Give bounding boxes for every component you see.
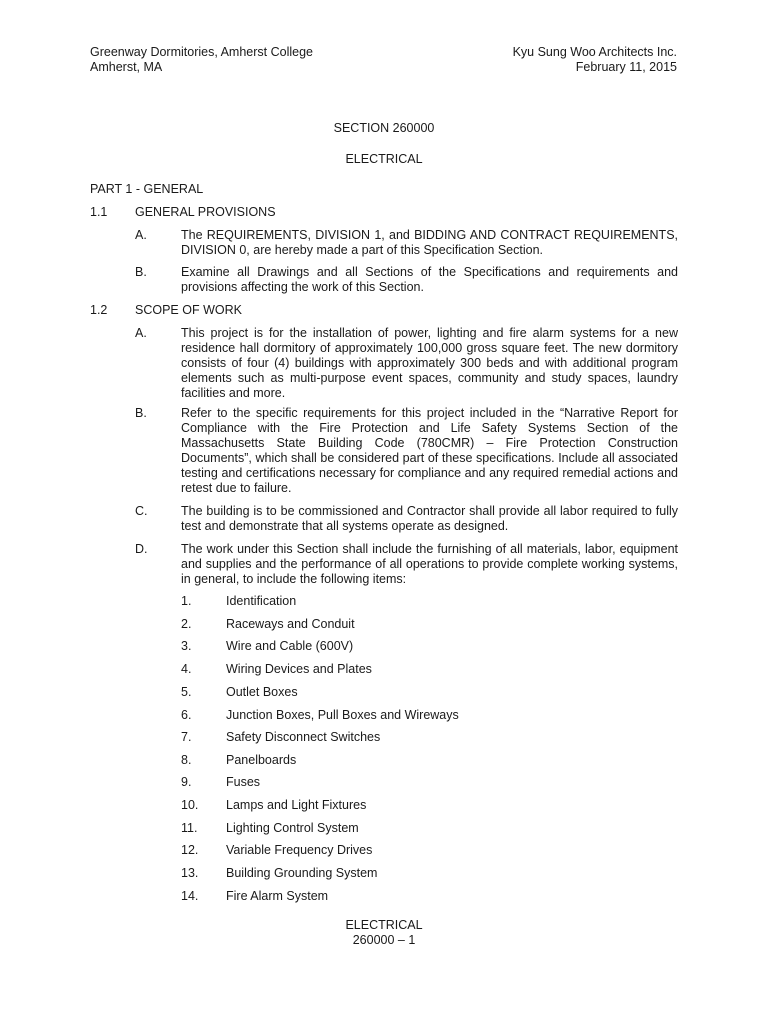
- project-name: Greenway Dormitories, Amherst College: [90, 45, 313, 59]
- paragraph-label: D.: [135, 542, 148, 556]
- list-item: Wire and Cable (600V): [226, 639, 354, 653]
- list-item-number: 6.: [181, 708, 192, 722]
- list-item-number: 10.: [181, 798, 199, 812]
- list-item: Panelboards: [226, 753, 297, 767]
- list-item: Wiring Devices and Plates: [226, 662, 372, 676]
- paragraph-text: The building is to be commissioned and Contractor shall provide all labor required to fully test and demonstrate that all systems operate as designed.: [181, 504, 678, 533]
- article-number: 1.1: [90, 205, 108, 219]
- paragraph-text: This project is for the installation of power, lighting and fire alarm systems for a new residence hall dormitory of approximately 100,000 gross square feet. The new dormitory consists of four (4) buildings with approximately 300 beds and with additional program elements such as multi-purpose event spaces, community and study spaces, laundry facilities and more.: [181, 326, 678, 400]
- list-item: Lighting Control System: [226, 821, 359, 835]
- list-item-number: 7.: [181, 730, 192, 744]
- list-item-number: 8.: [181, 753, 192, 767]
- paragraph-text: The work under this Section shall include the furnishing of all materials, labor, equipment and supplies and the performance of all operations to provide complete working systems, in general, to include the following items:: [181, 542, 678, 586]
- section-number: SECTION 260000: [333, 121, 435, 135]
- header-left: [90, 45, 313, 75]
- section-title: ELECTRICAL: [345, 152, 423, 166]
- list-item: Building Grounding System: [226, 866, 378, 880]
- list-item: Variable Frequency Drives: [226, 843, 373, 857]
- paragraph-label: A.: [135, 228, 147, 242]
- list-item-number: 1.: [181, 594, 192, 608]
- article-number: 1.2: [90, 303, 108, 317]
- paragraph-text: Examine all Drawings and all Sections of the Specifications and requirements and provisions affecting the work of this Section.: [181, 265, 678, 294]
- list-item-number: 3.: [181, 639, 192, 653]
- part-heading: PART 1 - GENERAL: [90, 182, 204, 196]
- list-item: Outlet Boxes: [226, 685, 298, 699]
- header-right: [513, 45, 677, 75]
- architect-name: Kyu Sung Woo Architects Inc.: [512, 45, 677, 59]
- list-item-number: 14.: [181, 889, 199, 903]
- list-item-number: 5.: [181, 685, 192, 699]
- paragraph-label: B.: [135, 406, 147, 420]
- paragraph-label: B.: [135, 265, 147, 279]
- paragraph-text: The REQUIREMENTS, DIVISION 1, and BIDDING AND CONTRACT REQUIREMENTS, DIVISION 0, are hereby made a part of this Specification Section.: [181, 228, 678, 257]
- list-item: Identification: [226, 594, 297, 608]
- list-item-number: 13.: [181, 866, 199, 880]
- list-item: Raceways and Conduit: [226, 617, 355, 631]
- list-item: Junction Boxes, Pull Boxes and Wireways: [226, 708, 459, 722]
- footer-title: ELECTRICAL: [345, 918, 423, 932]
- list-item-number: 2.: [181, 617, 192, 631]
- list-item-number: 12.: [181, 843, 199, 857]
- document-date: February 11, 2015: [575, 60, 677, 74]
- list-item: Fuses: [226, 775, 261, 789]
- article-title: SCOPE OF WORK: [135, 303, 242, 317]
- list-item: Lamps and Light Fixtures: [226, 798, 367, 812]
- page-footer: [0, 918, 768, 948]
- list-item: Safety Disconnect Switches: [226, 730, 381, 744]
- article-title: GENERAL PROVISIONS: [135, 205, 276, 219]
- list-item-number: 4.: [181, 662, 192, 676]
- list-item-number: 11.: [181, 821, 198, 835]
- list-item: Fire Alarm System: [226, 889, 329, 903]
- paragraph-text: Refer to the specific requirements for this project included in the “Narrative Report for Compliance with the Fire Protection and Life Safety Systems Section of the Massachusetts State Building Code (780CMR) – Fire Protection Construction Documents”, which shall be considered part of these specifications. Include all associated testing and certifications necessary for compliance and any required remedial actions and retest due to failure.: [181, 406, 678, 495]
- paragraph-label: C.: [135, 504, 148, 518]
- list-item-number: 9.: [181, 775, 192, 789]
- page-number: 260000 – 1: [352, 933, 416, 947]
- project-location: Amherst, MA: [90, 60, 163, 74]
- paragraph-label: A.: [135, 326, 147, 340]
